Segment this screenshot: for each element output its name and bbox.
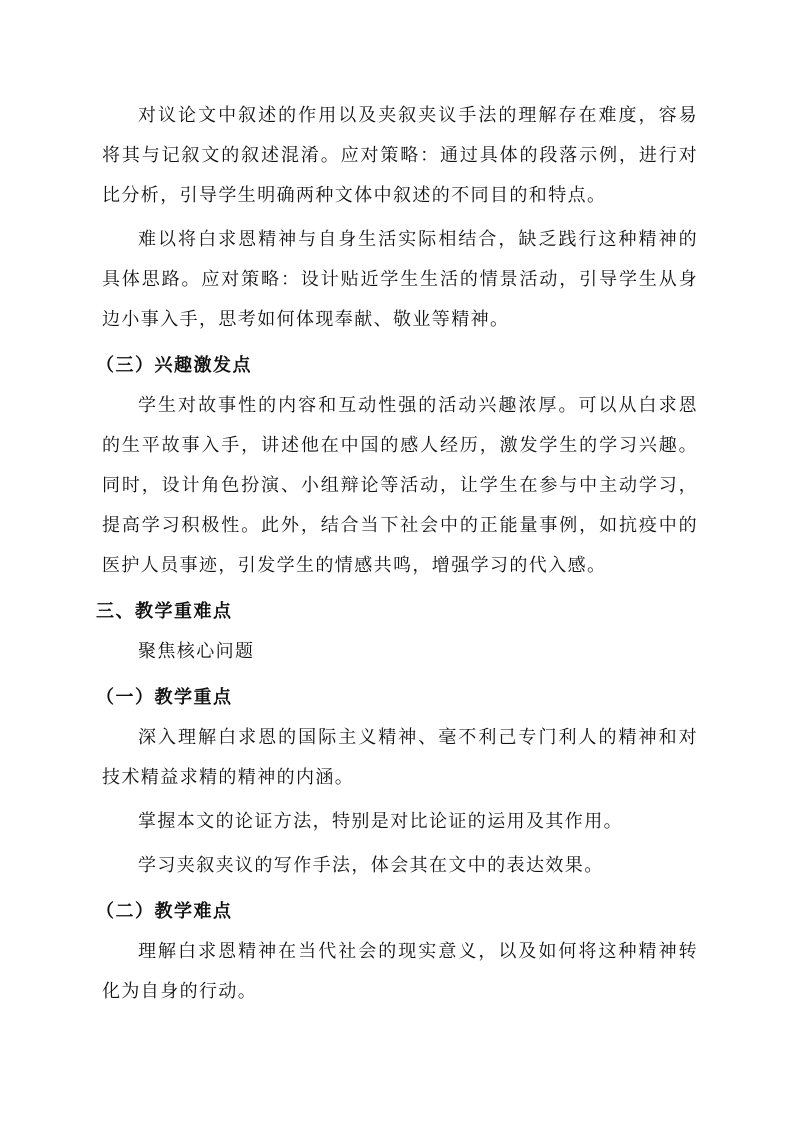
- intro-paragraph-1: 对议论文中叙述的作用以及夹叙夹议手法的理解存在难度，容易将其与记叙文的叙述混淆。应对策略：通过具体的段落示例，进行对比分析，引导学生明确两种文体中叙述的不同目的和特点。: [102, 105, 698, 206]
- interest-heading: （三）兴趣激发点: [96, 355, 252, 376]
- intro-paragraph-2: 难以将白求恩精神与自身生活实际相结合，缺乏践行这种精神的具体思路。应对策略：设计贴近学生生活的情景活动，引导学生从身边小事入手，思考如何体现奉献、敬业等精神。: [102, 229, 698, 330]
- difficult-points-paragraph: 理解白求恩精神在当代社会的现实意义，以及如何将这种精神转化为自身的行动。: [102, 941, 698, 1002]
- section-three-heading: 三、教学重难点: [96, 601, 233, 622]
- interest-paragraph: 学生对故事性的内容和互动性强的活动兴趣浓厚。可以从白求恩的生平故事入手，讲述他在中国的感人经历，激发学生的学习兴趣。同时，设计角色扮演、小组辩论等活动，让学生在参与中主动学习，提高学习积极性。此外，结合当下社会中的正能量事例，如抗疫中的医护人员事迹，引发学生的情感共鸣，增强学习的代入感。: [102, 395, 698, 576]
- key-point-item: 掌握本文的论证方法，特别是对比论证的运用及其作用。: [138, 811, 623, 832]
- key-points-heading: （一）教学重点: [96, 687, 233, 708]
- key-point-item: 深入理解白求恩的国际主义精神、毫不利己专门利人的精神和对技术精益求精的精神的内涵。: [102, 727, 698, 788]
- document-body: [96, 96, 698, 1012]
- section-three-subtitle: 聚焦核心问题: [138, 641, 255, 662]
- difficult-points-heading: （二）教学难点: [96, 901, 233, 922]
- key-point-item: 学习夹叙夹议的写作手法，体会其在文中的表达效果。: [138, 855, 604, 876]
